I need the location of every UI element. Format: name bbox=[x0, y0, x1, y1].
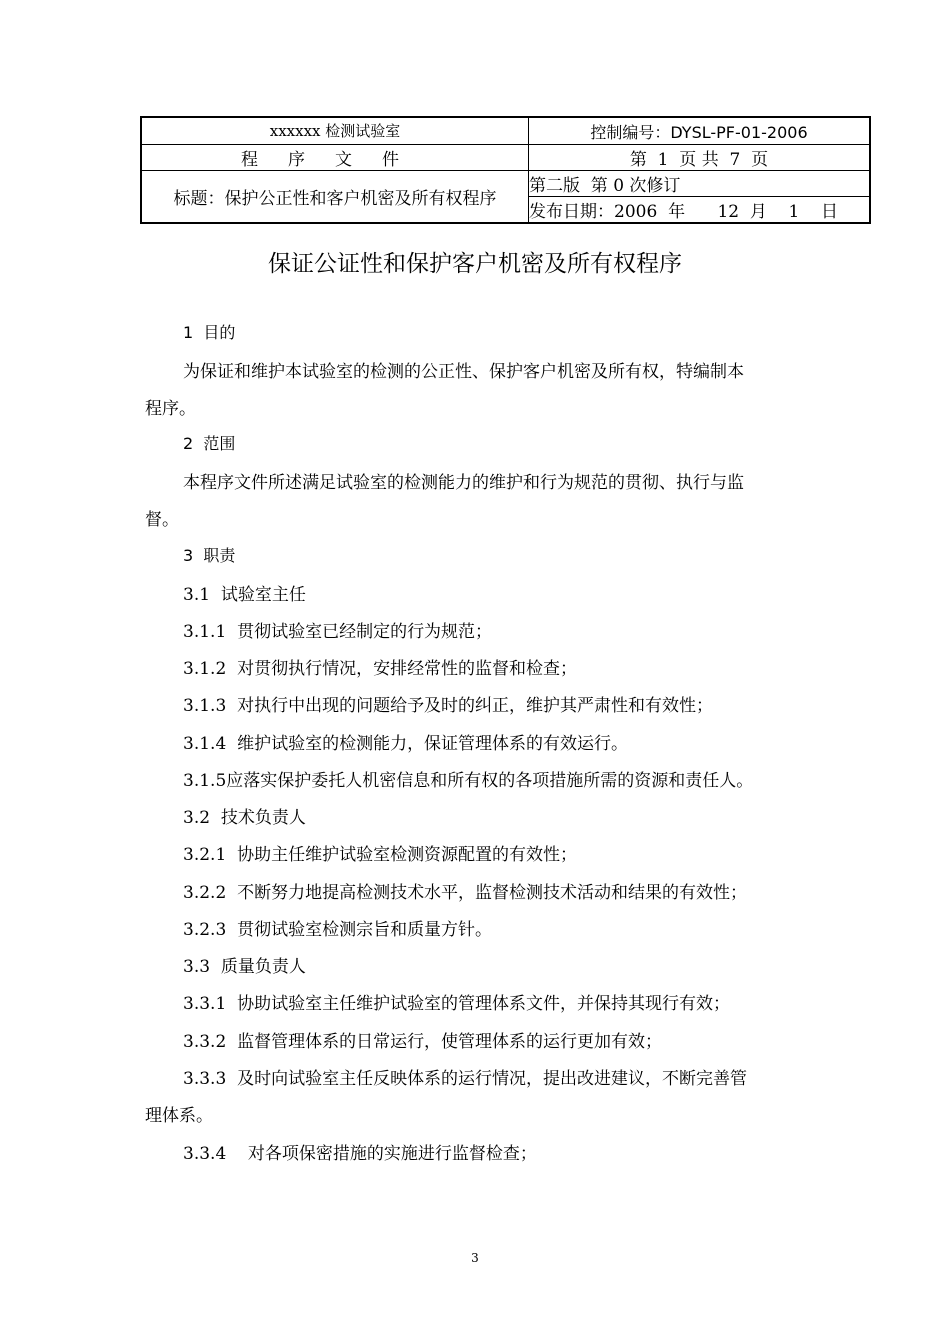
item-3-1-3: 3.1.3 对执行中出现的问题给予及时的纠正，维护其严肃性和有效性； bbox=[183, 696, 714, 716]
item-3-2: 3.2 技术负责人 bbox=[183, 808, 306, 828]
header-table bbox=[140, 116, 871, 224]
item-3-3: 3.3 质量负责人 bbox=[183, 957, 306, 977]
section-1-text-line1: 为保证和维护本试验室的检测的公正性、保护客户机密及所有权，特编制本 bbox=[183, 362, 744, 382]
section-3-heading: 3 职责 bbox=[183, 546, 236, 565]
header-title: 标题：保护公正性和客户机密及所有权程序 bbox=[141, 171, 529, 224]
item-3-1-5: 3.1.5应落实保护委托人机密信息和所有权的各项措施所需的资源和责任人。 bbox=[183, 771, 754, 791]
page-info: 第 1 页 共 7 页 bbox=[529, 145, 871, 171]
section-2-text-line1: 本程序文件所述满足试验室的检测能力的维护和行为规范的贯彻、执行与监 bbox=[183, 473, 744, 493]
item-3-3-4: 3.3.4 对各项保密措施的实施进行监督检查； bbox=[183, 1144, 537, 1164]
item-3-1-1: 3.1.1 贯彻试验室已经制定的行为规范； bbox=[183, 622, 493, 642]
item-3-2-2: 3.2.2 不断努力地提高检测技术水平，监督检测技术活动和结果的有效性； bbox=[183, 883, 748, 903]
item-3-1-4: 3.1.4 维护试验室的检测能力，保证管理体系的有效运行。 bbox=[183, 734, 629, 754]
item-3-3-2: 3.3.2 监督管理体系的日常运行，使管理体系的运行更加有效； bbox=[183, 1032, 663, 1052]
document-title: 保证公证性和保护客户机密及所有权程序 bbox=[268, 251, 682, 277]
item-3-1: 3.1 试验室主任 bbox=[183, 585, 306, 605]
doc-type: 程序文件 bbox=[141, 145, 529, 171]
item-3-1-2: 3.1.2 对贯彻执行情况，安排经常性的监督和检查； bbox=[183, 659, 578, 679]
item-3-2-3: 3.2.3 贯彻试验室检测宗旨和质量方针。 bbox=[183, 920, 493, 940]
item-3-3-3-line2: 理体系。 bbox=[145, 1106, 213, 1126]
edition-info: 第二版 第 0 次修订 bbox=[529, 171, 871, 197]
section-1-text-line2: 程序。 bbox=[145, 399, 196, 419]
org-name bbox=[141, 117, 529, 145]
section-2-heading: 2 范围 bbox=[183, 434, 236, 453]
section-2-text-line2: 督。 bbox=[145, 510, 179, 530]
control-number: 控制编号：DYSL-PF-01-2006 bbox=[529, 117, 871, 145]
section-1-heading: 1 目的 bbox=[183, 323, 236, 342]
release-date: 发布日期：2006 年 12 月 1 日 bbox=[529, 197, 871, 224]
page-number: 3 bbox=[471, 1251, 479, 1265]
item-3-2-1: 3.2.1 协助主任维护试验室检测资源配置的有效性； bbox=[183, 845, 578, 865]
item-3-3-3-line1: 3.3.3 及时向试验室主任反映体系的运行情况，提出改进建议，不断完善管 bbox=[183, 1069, 748, 1089]
item-3-3-1: 3.3.1 协助试验室主任维护试验室的管理体系文件，并保持其现行有效； bbox=[183, 994, 731, 1014]
org-name-text: xxxxxx 检测试验室 bbox=[269, 122, 401, 140]
